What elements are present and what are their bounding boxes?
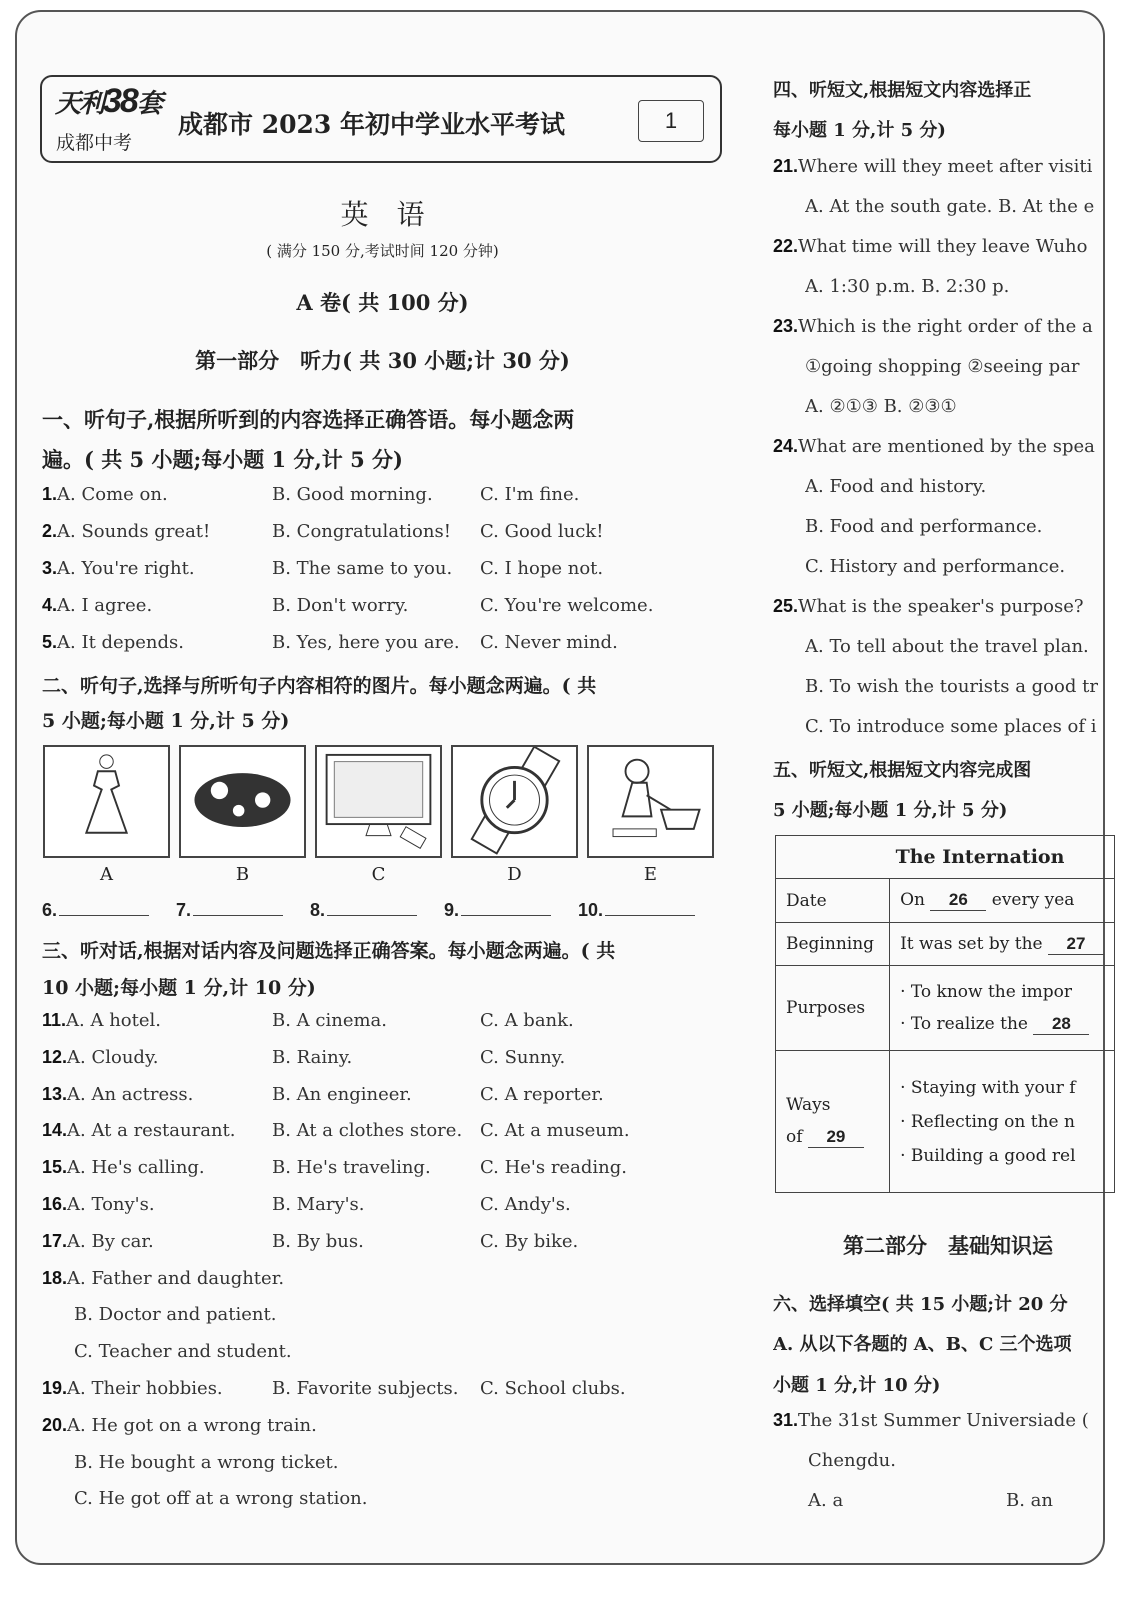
- row-label-beginning: Beginning: [776, 923, 890, 966]
- picture-label: B: [235, 864, 250, 885]
- watch-icon: [453, 747, 576, 856]
- ways-cell: · Staying with your f · Reflecting on the n · Building a good rel: [890, 1051, 1115, 1193]
- option: A. Food and history.: [805, 476, 987, 497]
- question-15: 15.A. He's calling.: [42, 1157, 205, 1179]
- option-c: C. He's reading.: [480, 1157, 627, 1179]
- option-b: B. Favorite subjects.: [272, 1378, 459, 1399]
- option-b: B. Don't worry.: [272, 595, 409, 616]
- option-b: B. By bus.: [272, 1230, 364, 1252]
- question-2: 2.A. Sounds great!: [42, 521, 211, 542]
- option: A. ②①③ B. ②③①: [805, 396, 957, 417]
- option: C. History and performance.: [805, 556, 1066, 577]
- row-label-date: Date: [776, 879, 890, 923]
- exam-title: 成都市 2023 年初中学业水平考试: [178, 110, 565, 139]
- option: B. Food and performance.: [805, 516, 1043, 537]
- option: A. To tell about the travel plan.: [805, 636, 1089, 657]
- question-19: 19.A. Their hobbies.: [42, 1378, 223, 1399]
- question-24: 24.What are mentioned by the spea: [773, 436, 1095, 457]
- picture-label: A: [100, 864, 113, 885]
- option-c: C. You're welcome.: [480, 595, 654, 616]
- section-heading: 四、听短文,根据短文内容选择正: [773, 80, 1032, 101]
- option: B. To wish the tourists a good tr: [805, 676, 1098, 697]
- sec6a-heading: A. 从以下各题的 A、B、C 三个选项: [773, 1334, 1072, 1355]
- question-31: 31.The 31st Summer Universiade (: [773, 1410, 1089, 1431]
- option-b: B. A cinema.: [272, 1010, 387, 1031]
- table-title: The Internation: [776, 836, 1115, 879]
- question-25: 25.What is the speaker's purpose?: [773, 596, 1084, 617]
- question-22: 22.What time will they leave Wuho: [773, 236, 1088, 257]
- blank-27[interactable]: 27: [1048, 934, 1104, 955]
- option-b: B. Yes, here you are.: [272, 632, 460, 653]
- girl-washing-icon: [589, 747, 712, 856]
- option-31b: B. an: [1006, 1490, 1053, 1511]
- option-b: B. Congratulations!: [272, 521, 451, 542]
- blank-28[interactable]: 28: [1033, 1014, 1089, 1035]
- question-5: 5.A. It depends.: [42, 632, 184, 653]
- question-20: 20.A. He got on a wrong train.: [42, 1414, 317, 1436]
- question-1: 1.A. Come on.: [42, 484, 168, 505]
- option-b: B. The same to you.: [272, 558, 453, 579]
- option-c: C. A bank.: [480, 1010, 574, 1031]
- computer-icon: [317, 747, 440, 856]
- part1-heading: 第一部分 听力( 共 30 小题;计 30 分): [195, 348, 570, 373]
- answer-blank-10[interactable]: 10.: [578, 900, 695, 921]
- subject-title: 英 语: [340, 198, 425, 231]
- question-21: 21.Where will they meet after visiti: [773, 156, 1093, 177]
- option: ①going shopping ②seeing par: [805, 356, 1080, 377]
- answer-blank-8[interactable]: 8.: [310, 900, 417, 921]
- option-b: B. An engineer.: [272, 1083, 412, 1105]
- question-14: 14.A. At a restaurant.: [42, 1120, 236, 1142]
- blank-29[interactable]: 29: [808, 1127, 864, 1148]
- option: B. Doctor and patient.: [74, 1304, 277, 1326]
- option-31a: A. a: [808, 1490, 844, 1511]
- question-11: 11.A. A hotel.: [42, 1010, 161, 1031]
- answer-blank-6[interactable]: 6.: [42, 900, 149, 921]
- option-c: C. At a museum.: [480, 1120, 630, 1142]
- purposes-cell: · To know the impor · To realize the 28: [890, 966, 1115, 1051]
- picture-watch: [451, 745, 578, 858]
- question-31-cont: Chengdu.: [808, 1450, 896, 1471]
- question-18: 18.A. Father and daughter.: [42, 1267, 285, 1289]
- question-12: 12.A. Cloudy.: [42, 1046, 159, 1068]
- score-time-note: ( 满分 150 分,考试时间 120 分钟): [266, 242, 499, 260]
- answer-blank-7[interactable]: 7.: [176, 900, 283, 921]
- option: A. 1:30 p.m. B. 2:30 p.: [805, 276, 1010, 297]
- picture-label: E: [643, 864, 658, 885]
- option-c: C. By bike.: [480, 1230, 579, 1252]
- sec2-heading-2: 5 小题;每小题 1 分,计 5 分): [42, 710, 290, 732]
- option-b: B. Mary's.: [272, 1194, 365, 1215]
- answer-blank-9[interactable]: 9.: [444, 900, 551, 921]
- question-3: 3.A. You're right.: [42, 558, 195, 579]
- option: C. He got off at a wrong station.: [74, 1488, 368, 1510]
- option-c: C. I'm fine.: [480, 484, 580, 505]
- option-b: B. Rainy.: [272, 1046, 353, 1068]
- dress-icon: [45, 747, 168, 856]
- sec2-heading: 二、听句子,选择与所听句子内容相符的图片。每小题念两遍。( 共: [42, 675, 597, 697]
- section-heading: 每小题 1 分,计 5 分): [773, 120, 946, 141]
- picture-computer: [315, 745, 442, 858]
- option-c: C. I hope not.: [480, 558, 604, 579]
- picture-flowers: [179, 745, 306, 858]
- row-label-ways: Ways of 29: [776, 1051, 890, 1193]
- option-c: C. Sunny.: [480, 1046, 566, 1068]
- section-heading: 五、听短文,根据短文内容完成图: [773, 760, 1032, 781]
- paper-number: 1: [638, 100, 704, 142]
- option-c: C. Andy's.: [480, 1194, 571, 1215]
- sec1-heading: 一、听句子,根据所听到的内容选择正确答语。每小题念两: [42, 407, 575, 432]
- picture-girl-washing: [587, 745, 714, 858]
- option-c: C. School clubs.: [480, 1378, 626, 1399]
- option: B. He bought a wrong ticket.: [74, 1451, 339, 1473]
- question-17: 17.A. By car.: [42, 1230, 154, 1252]
- volume-heading: A 卷( 共 100 分): [296, 290, 469, 315]
- picture-dress: [43, 745, 170, 858]
- option-b: B. Good morning.: [272, 484, 433, 505]
- part2-heading: 第二部分 基础知识运: [843, 1233, 1053, 1258]
- beginning-cell: It was set by the 27: [890, 923, 1115, 966]
- date-cell: On 26 every yea: [890, 879, 1115, 923]
- logo-subtitle: 成都中考: [56, 133, 133, 154]
- question-16: 16.A. Tony's.: [42, 1194, 155, 1215]
- flowers-icon: [181, 747, 304, 856]
- sec3-heading-2: 10 小题;每小题 1 分,计 10 分): [42, 977, 316, 999]
- sec3-heading: 三、听对话,根据对话内容及问题选择正确答案。每小题念两遍。( 共: [42, 940, 616, 962]
- question-23: 23.Which is the right order of the a: [773, 316, 1093, 337]
- blank-26[interactable]: 26: [930, 890, 986, 911]
- sec1-heading-2: 遍。( 共 5 小题;每小题 1 分,计 5 分): [42, 447, 403, 472]
- picture-label: C: [371, 864, 386, 885]
- option-b: B. At a clothes store.: [272, 1120, 463, 1142]
- option-c: C. A reporter.: [480, 1083, 604, 1105]
- option-c: C. Never mind.: [480, 632, 618, 653]
- option-c: C. Good luck!: [480, 521, 604, 542]
- option: A. At the south gate. B. At the e: [805, 196, 1095, 217]
- info-table: [775, 835, 1115, 1193]
- option: C. Teacher and student.: [74, 1341, 292, 1363]
- sec6-heading: 六、选择填空( 共 15 小题;计 20 分: [773, 1294, 1068, 1315]
- question-13: 13.A. An actress.: [42, 1083, 194, 1105]
- sec6a-heading-2: 小题 1 分,计 10 分): [773, 1375, 941, 1396]
- option-b: B. He's traveling.: [272, 1157, 431, 1179]
- section-heading: 5 小题;每小题 1 分,计 5 分): [773, 800, 1008, 821]
- option: C. To introduce some places of i: [805, 716, 1097, 737]
- picture-label: D: [507, 864, 522, 885]
- publisher-logo: 天利38套: [55, 82, 161, 120]
- question-4: 4.A. I agree.: [42, 595, 153, 616]
- row-label-purposes: Purposes: [776, 966, 890, 1051]
